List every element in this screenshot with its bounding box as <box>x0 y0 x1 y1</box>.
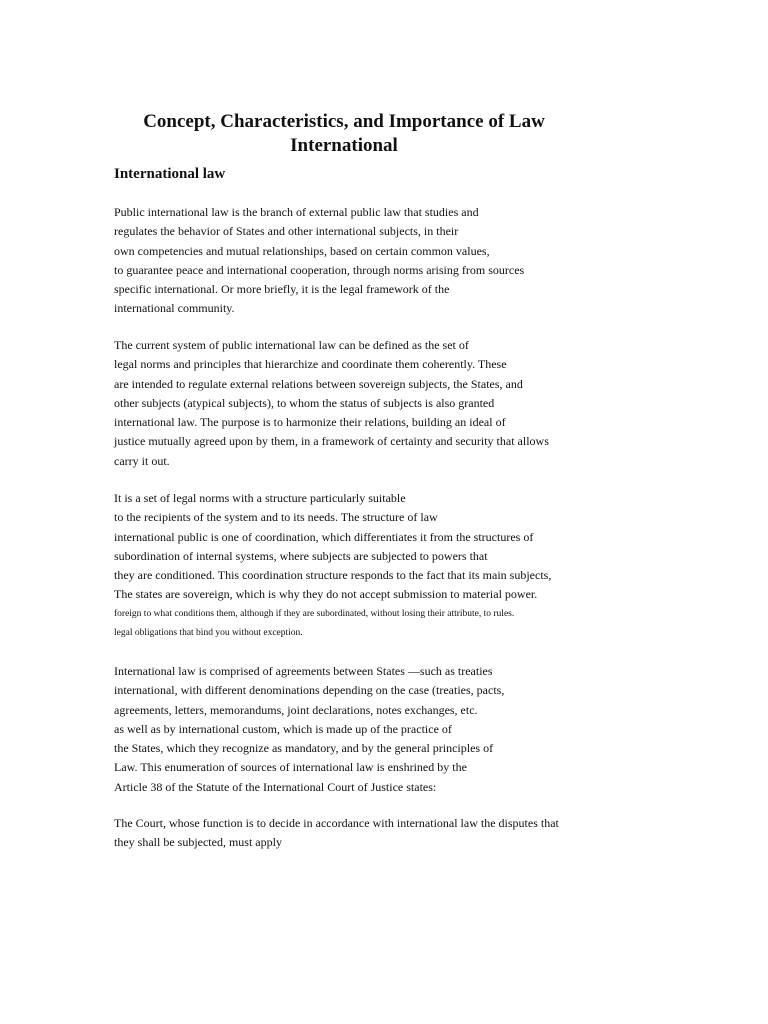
paragraph-line: agreements, letters, memorandums, joint declarations, notes exchanges, etc. <box>114 702 478 717</box>
paragraph-3 <box>114 489 551 643</box>
paragraph-line: international public is one of coordination, which differentiates it from the structures of <box>114 529 534 544</box>
paragraph-line: own competencies and mutual relationships, based on certain common values, <box>114 243 490 258</box>
paragraph-line: The current system of public international law can be defined as the set of <box>114 338 469 352</box>
paragraph-line: to guarantee peace and international cooperation, through norms arising from sources <box>114 262 525 277</box>
page-title <box>100 110 588 158</box>
paragraph-line: the States, which they recognize as mandatory, and by the general principles of <box>114 741 494 756</box>
paragraph-1 <box>114 203 524 319</box>
paragraph-line: are intended to regulate external relations between sovereign subjects, the States, and <box>114 376 523 391</box>
paragraph-2 <box>114 336 549 471</box>
title-line-2: International <box>290 135 398 156</box>
paragraph-line-small: legal obligations that bind you without exception. <box>114 628 303 639</box>
paragraph-line-small: foreign to what conditions them, although if they are subordinated, without losing their attribute, to rules. <box>114 608 515 619</box>
paragraph-line: International law is comprised of agreements between States —such as treaties <box>114 664 493 678</box>
paragraph-line: The Court, whose function is to decide in accordance with international law the disputes that <box>114 816 559 830</box>
paragraph-4 <box>114 662 504 797</box>
paragraph-line: carry it out. <box>114 453 170 468</box>
paragraph-line: It is a set of legal norms with a structure particularly suitable <box>114 491 406 505</box>
paragraph-line: international law. The purpose is to harmonize their relations, building an ideal of <box>114 415 506 430</box>
paragraph-line: The states are sovereign, which is why they do not accept submission to material power. <box>114 587 538 602</box>
paragraph-line: they are conditioned. This coordination structure responds to the fact that its main subjects, <box>114 568 552 583</box>
paragraph-line: international, with different denominations depending on the case (treaties, pacts, <box>114 683 505 698</box>
paragraph-line: to the recipients of the system and to its needs. The structure of law <box>114 510 438 525</box>
paragraph-line: subordination of internal systems, where subjects are subjected to powers that <box>114 548 488 563</box>
paragraph-line: they shall be subjected, must apply <box>114 835 282 850</box>
paragraph-line: international community. <box>114 301 235 316</box>
paragraph-line: Article 38 of the Statute of the International Court of Justice states: <box>114 779 437 794</box>
paragraph-5 <box>114 814 559 853</box>
paragraph-line: Law. This enumeration of sources of international law is enshrined by the <box>114 760 467 775</box>
paragraph-line: as well as by international custom, which is made up of the practice of <box>114 721 452 736</box>
title-line-1: Concept, Characteristics, and Importance of Law <box>143 111 545 132</box>
paragraph-line: Public international law is the branch of external public law that studies and <box>114 205 479 219</box>
paragraph-line: specific international. Or more briefly, it is the legal framework of the <box>114 282 450 297</box>
section-heading: International law <box>114 166 226 182</box>
paragraph-line: legal norms and principles that hierarchize and coordinate them coherently. These <box>114 357 507 372</box>
paragraph-line: regulates the behavior of States and other international subjects, in their <box>114 224 459 239</box>
paragraph-line: justice mutually agreed upon by them, in a framework of certainty and security that allows <box>114 434 549 449</box>
paragraph-line: other subjects (atypical subjects), to whom the status of subjects is also granted <box>114 395 495 410</box>
